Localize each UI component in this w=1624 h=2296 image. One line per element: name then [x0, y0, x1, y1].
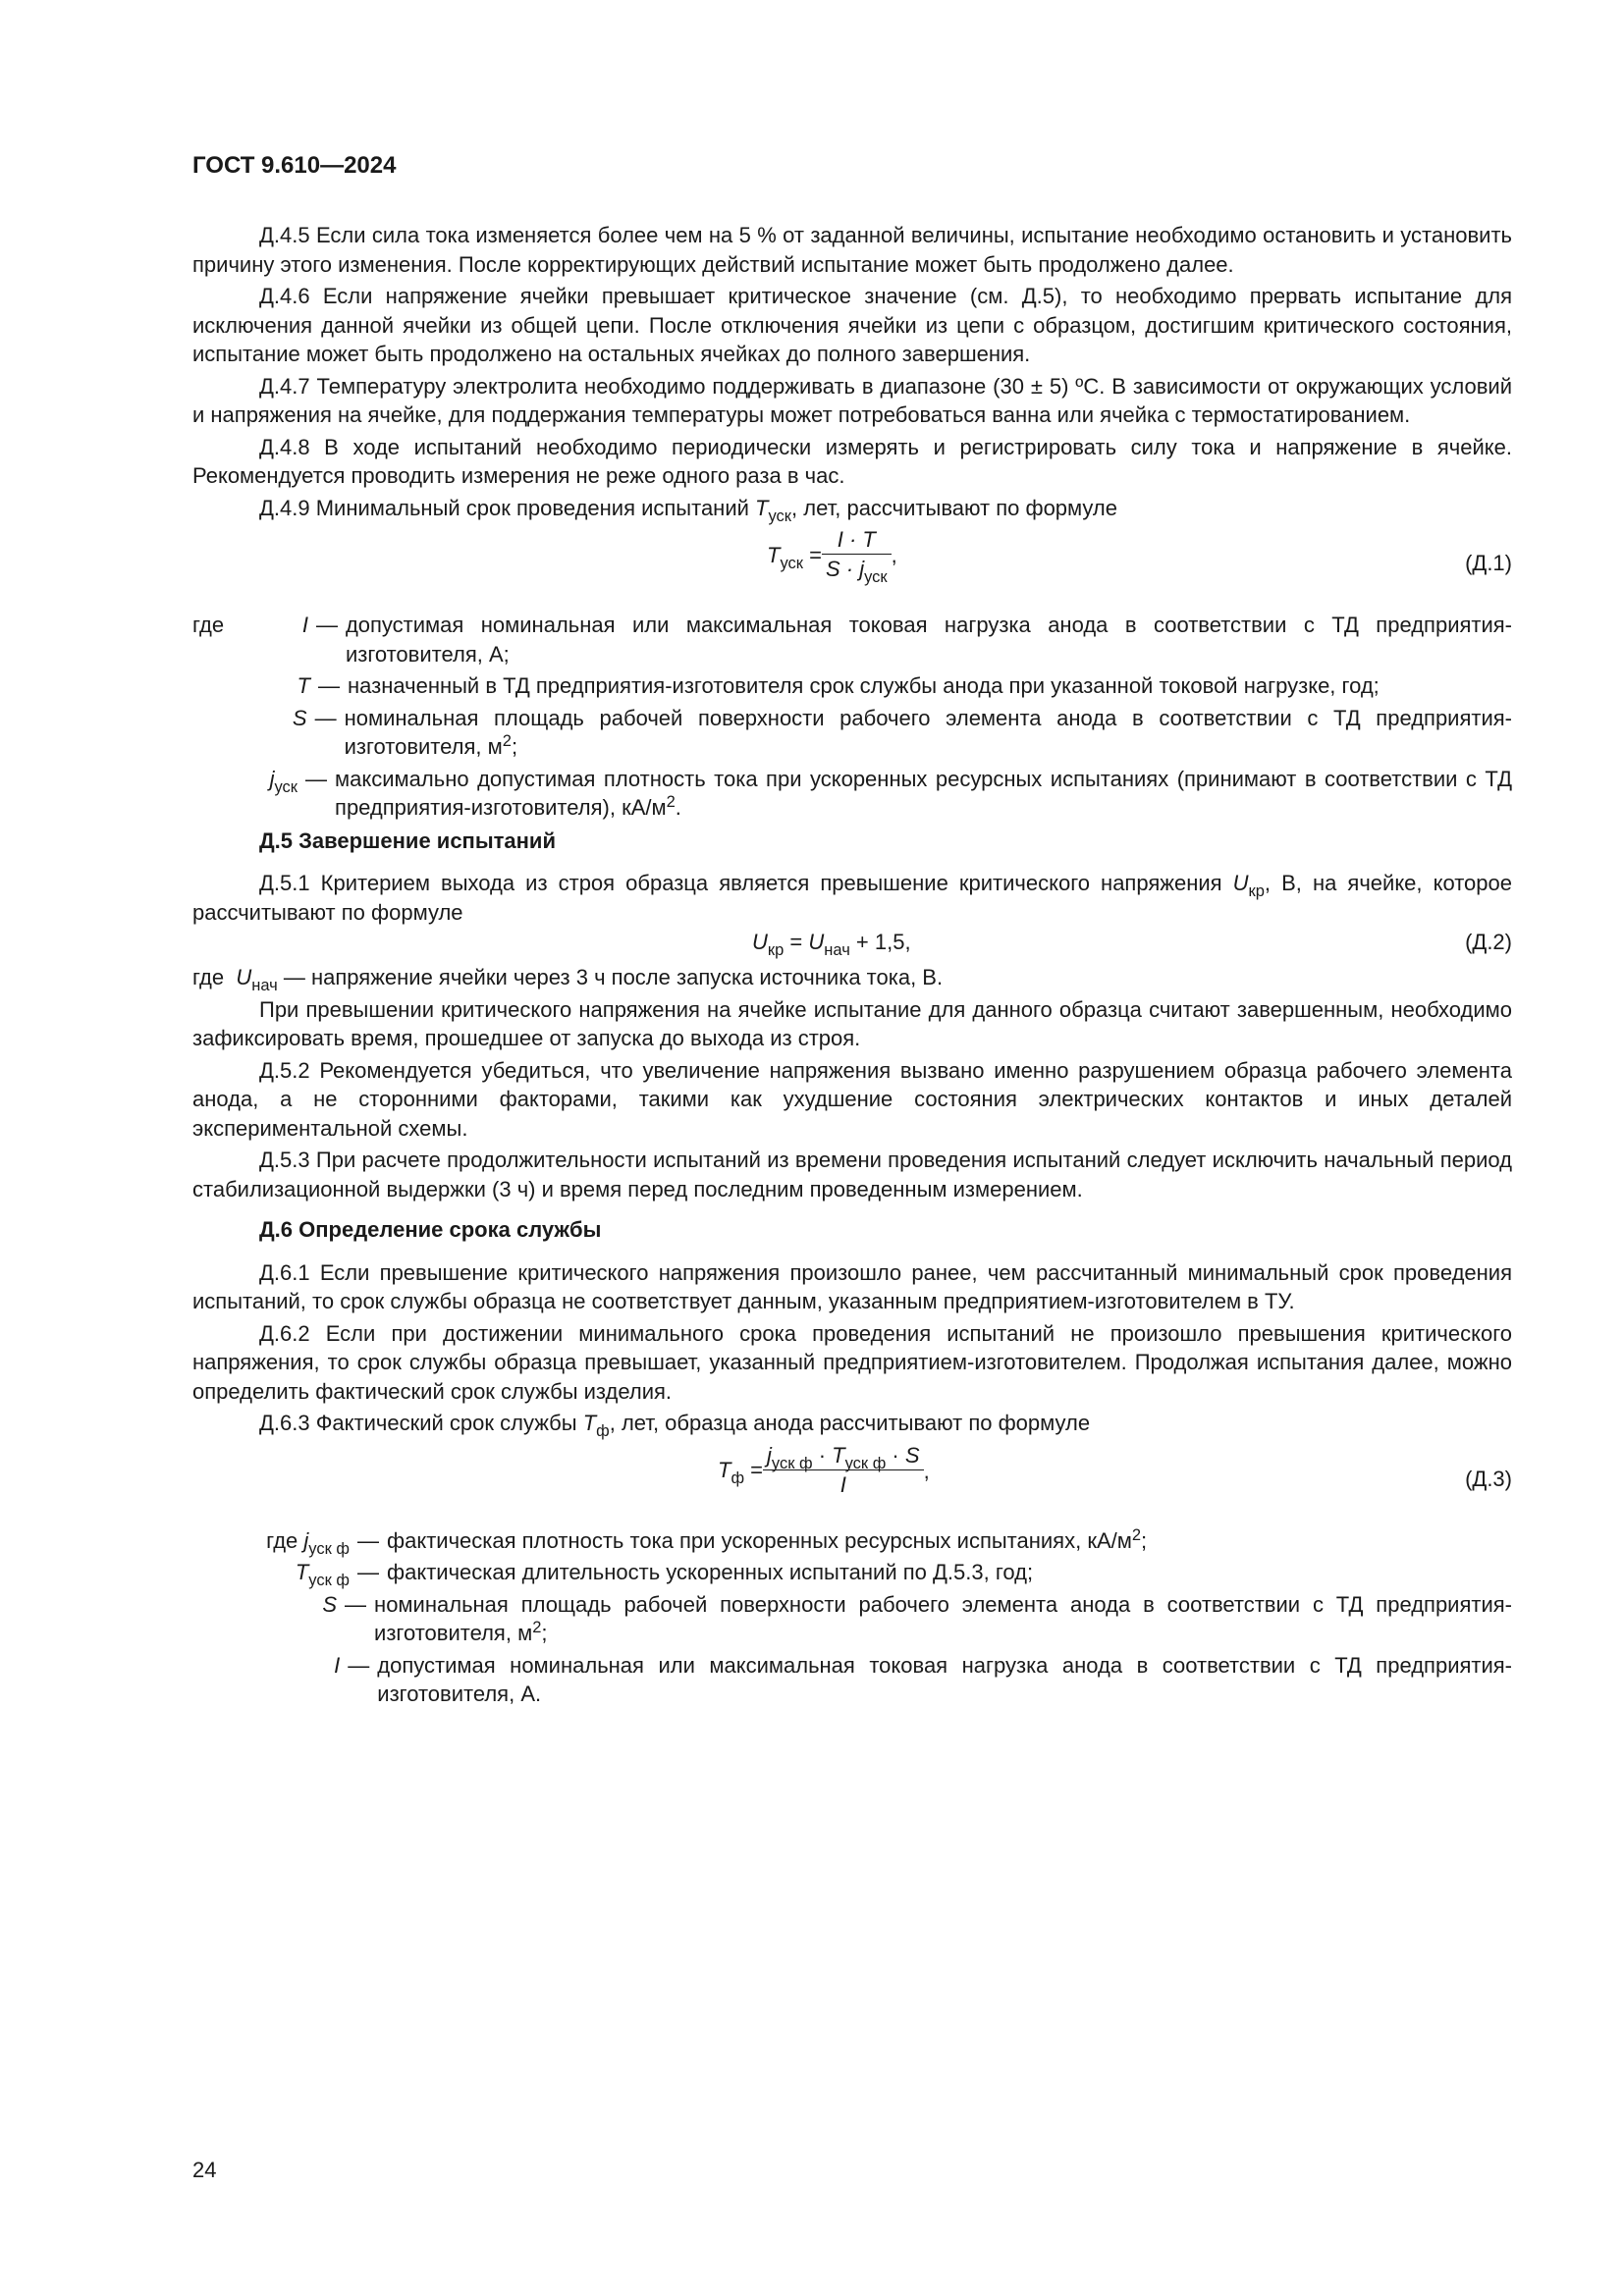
- paragraph-d51: Д.5.1 Критерием выхода из строя образца является превышение критического напряжения $U_{кр}$, В, на ячейке, которое рассчитывают по формуле: [192, 871, 1512, 925]
- section-heading-d5: Д.5 Завершение испытаний: [259, 828, 556, 853]
- paragraph-d62: Д.6.2 Если при достижении минимального срока проведения испытаний не произошло превышения критического напряжения, то срок службы образца превышает, указанный предприятием-изготовителем. Продолжая испытания далее, можно определить фактический срок службы изделия.: [192, 1320, 1512, 1404]
- formula-number: (Д.2): [1465, 930, 1512, 954]
- paragraph-d61: Д.6.1 Если превышение критического напряжения произошло ранее, чем рассчитанный минимальный срок проведения испытаний, то срок службы образца не соответствует данным, указанным предприятием-изготовителем в ТУ.: [192, 1259, 1512, 1313]
- paragraph-d46: Д.4.6 Если напряжение ячейки превышает критическое значение (см. Д.5), то необходимо прервать испытание для исключения данной ячейки из общей цепи. После отключения ячейки из цепи с образцом, достигшим критического состояния, испытание может быть продолжено на остальных ячейках до полного завершения.: [192, 284, 1512, 366]
- symbol-t: T: [755, 495, 769, 520]
- paragraph-d53: Д.5.3 При расчете продолжительности испытаний из времени проведения испытаний следует исключить начальный период стабилизационной выдержки (3 ч) и время перед последним проведенным измерением.: [192, 1148, 1512, 1201]
- where-item: $j_{уск}$ — максимально допустимая плотность тока при ускоренных ресурсных испытаниях (принимают в соответствии с ТД предприятия-изготовителя), $кА/м^2$.: [269, 766, 1512, 820]
- where-item: I — допустимая номинальная или максимальная токовая нагрузка анода в соответствии с ТД предприятия-изготовителя, А.: [334, 1652, 1512, 1706]
- document-header: ГОСТ 9.610—2024: [192, 152, 397, 179]
- where-item: S — номинальная площадь рабочей поверхности рабочего элемента анода в соответствии с ТД предприятия-изготовителя, $м^2$;: [322, 1591, 1512, 1645]
- where-item: где I — допустимая номинальная или максимальная токовая нагрузка анода в соответствии с ТД предприятия-изготовителя, А;: [192, 613, 1512, 667]
- paragraph-d48: Д.4.8 В ходе испытаний необходимо периодически измерять и регистрировать силу тока и напряжение в ячейке. Рекомендуется проводить измерения не реже одного раза в час.: [192, 434, 1512, 488]
- page-number: 24: [192, 2158, 217, 2182]
- section-heading-d6: Д.6 Определение срока службы: [259, 1217, 602, 1242]
- formula-d1: $T_{уск}$ = $\frac{I \cdot T}{S \cdot j_{уск}}$ , (Д.1): [767, 527, 1512, 586]
- paragraph-d45: Д.4.5 Если сила тока изменяется более чем на 5 % от заданной величины, испытание необходимо остановить и установить причину этого изменения. После корректирующих действий испытание может быть продолжено далее.: [192, 223, 1512, 277]
- paragraph-d51-cont: При превышении критического напряжения на ячейке испытание для данного образца считают завершенным, необходимо зафиксировать время, прошедшее от запуска до выхода из строя.: [192, 996, 1512, 1050]
- where-item: $T_{уск ф}$ — фактическая длительность ускоренных испытаний по Д.5.3, год;: [295, 1560, 1034, 1589]
- formula-d2: $U_{кр} = U_{нач} + 1,5$, (Д.2): [752, 930, 1512, 959]
- document-body: [192, 221, 1512, 1712]
- paragraph-d49: Д.4.9 Минимальный срок проведения испытаний $T_{уск}$, лет, рассчитывают по формуле: [259, 495, 1117, 525]
- where-item-d2: где $U_{нач}$ — напряжение ячейки через 3 ч после запуска источника тока, В.: [192, 965, 944, 994]
- paragraph-d52: Д.5.2 Рекомендуется убедиться, что увеличение напряжения вызвано именно разрушением образца рабочего элемента анода, а не сторонними факторами, такими как ухудшение состояния электрических контактов и иных деталей экспериментальной схемы.: [192, 1057, 1512, 1141]
- where-list-d1: [192, 611, 1512, 823]
- fraction: $\frac{I \cdot T}{S \cdot j_{уск}}$: [822, 526, 892, 584]
- where-item: S — номинальная площадь рабочей поверхности рабочего элемента анода в соответствии с ТД предприятия-изготовителя, $м^2$;: [292, 705, 1512, 759]
- paragraph-d47: Д.4.7 Температуру электролита необходимо поддерживать в диапазоне (30 ± 5) ºС. В зависимости от окружающих условий и напряжения на ячейке, для поддержания температуры может потребоваться ванна или ячейка с термостатированием.: [192, 373, 1512, 427]
- formula-number: (Д.1): [1465, 551, 1512, 575]
- where-list-d3: [192, 1526, 1512, 1709]
- paragraph-d63: Д.6.3 Фактический срок службы $T_ф$, лет, образца анода рассчитывают по формуле: [259, 1411, 1091, 1440]
- where-item: где $j_{уск ф}$ — фактическая плотность тока при ускоренных ресурсных испытаниях, $кА/м^2$;: [266, 1525, 1148, 1558]
- fraction: $\frac{j_{уск ф} \cdot T_{уск ф} \cdot S}{I}$: [763, 1442, 924, 1500]
- formula-number: (Д.3): [1465, 1466, 1512, 1491]
- formula-d3: $T_ф$ = $\frac{j_{уск ф} \cdot T_{уск ф} \cdot S}{I}$ , (Д.3): [192, 1442, 1512, 1517]
- where-item: T — назначенный в ТД предприятия-изготовителя срок службы анода при указанной токовой нагрузке, год;: [297, 673, 1380, 698]
